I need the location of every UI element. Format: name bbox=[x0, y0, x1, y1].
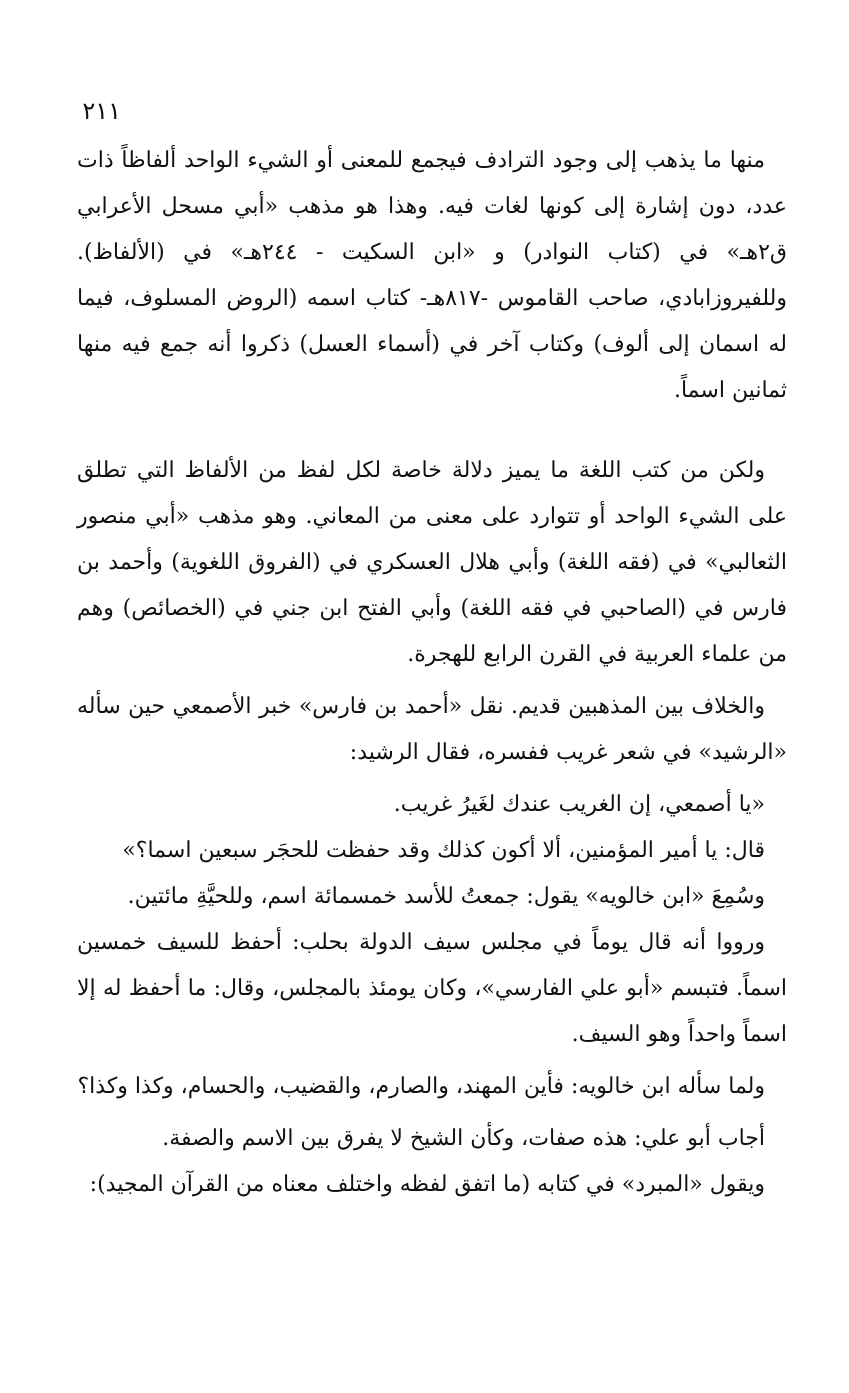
paragraph-sword-names: ورووا أنه قال يوماً في مجلس سيف الدولة بحلب: أحفظ للسيف خمسين اسماً. فتبسم «أبو علي الفارسي»، وكان يومئذ بالمجلس، وقال: ما أحفظ له إلا اسماً واحداً وهو السيف. bbox=[77, 930, 787, 1047]
paragraph-synonymy-school: منها ما يذهب إلى وجود الترادف فيجمع للمعنى أو الشيء الواحد ألفاظاً ذات عدد، دون إشارة إلى كونها لغات فيه. وهذا هو مذهب «أبي مسحل الأعرابي ق٢هـ» في (كتاب النوادر) و «ابن السكيت - ٢٤٤هـ» في (الألفاظ). وللفيروزابادي، صاحب القاموس -٨١٧هـ- كتاب اسمه (الروض المسلوف، فيما له اسمان إلى ألوف) وكتاب آخر في (أسماء العسل) ذكروا أنه جمع فيه منها ثمانين اسماً. bbox=[77, 148, 787, 403]
paragraph-question: ولما سأله ابن خالويه: فأين المهند، والصارم، والقضيب، والحسام، وكذا وكذا؟ bbox=[77, 1074, 765, 1099]
paragraph-abu-ali-answer: أجاب أبو علي: هذه صفات، وكأن الشيخ لا يفرق بين الاسم والصفة. bbox=[162, 1126, 765, 1151]
page-number: ٢١١ bbox=[82, 97, 121, 125]
paragraph-asmai-reply: قال: يا أمير المؤمنين، ألا أكون كذلك وقد حفظت للحجَر سبعين اسما؟» bbox=[122, 838, 765, 863]
paragraph-old-dispute: والخلاف بين المذهبين قديم. نقل «أحمد بن فارس» خبر الأصمعي حين سأله «الرشيد» في شعر غريب ففسره، فقال الرشيد: bbox=[77, 694, 787, 765]
paragraph-distinction-school: ولكن من كتب اللغة ما يميز دلالة خاصة لكل لفظ من الألفاظ التي تطلق على الشيء الواحد أو تتوارد على معنى من المعاني. وهو مذهب «أبي منصور الثعالبي» في (فقه اللغة) وأبي هلال العسكري في (الفروق اللغوية) وأحمد بن فارس في (الصاحبي في فقه اللغة) وأبي الفتح ابن جني في (الخصائص) وهم من علماء العربية في القرن الرابع للهجرة. bbox=[77, 458, 787, 667]
paragraph-ibn-khalawayh: وسُمِعَ «ابن خالويه» يقول: جمعتُ للأسد خمسمائة اسم، وللحيَّةِ مائتين. bbox=[127, 884, 765, 909]
paragraph-rashid-quote: «يا أصمعي، إن الغريب عندك لغَيرُ غريب. bbox=[393, 792, 765, 817]
paragraph-mubarrad: ويقول «المبرد» في كتابه (ما اتفق لفظه واختلف معناه من القرآن المجيد): bbox=[89, 1172, 765, 1197]
page-text bbox=[77, 138, 787, 1208]
